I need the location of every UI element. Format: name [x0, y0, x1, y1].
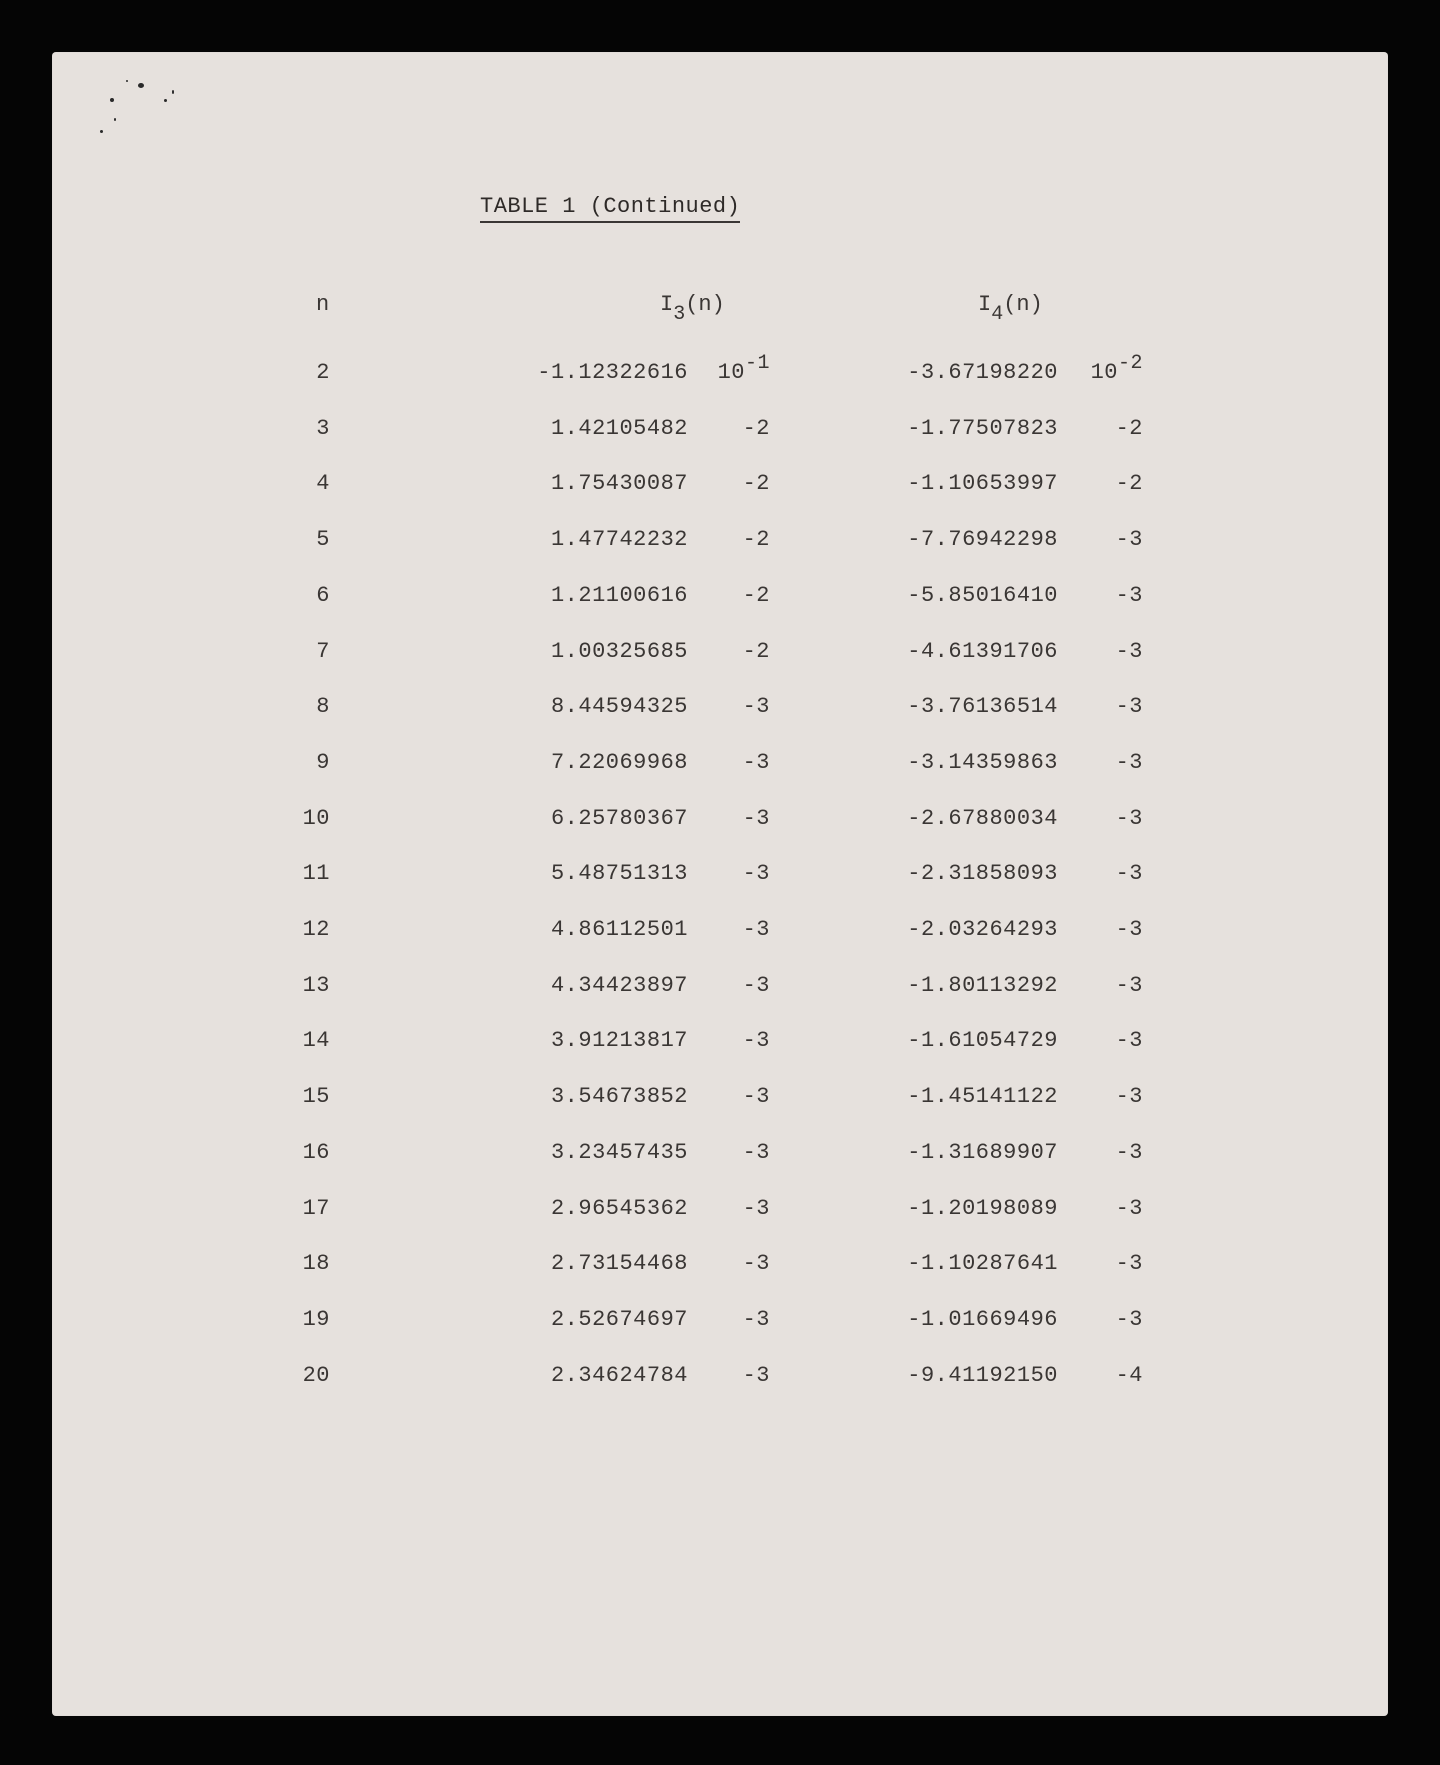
i3-mantissa: 4.86112501: [550, 917, 688, 942]
i3-exponent: -3: [742, 861, 770, 887]
table-row: [52, 694, 1388, 750]
i3-exponent: -3: [742, 1362, 770, 1388]
n-value: 6: [316, 582, 330, 608]
i3-exponent: -3: [742, 1028, 770, 1054]
n-value: 18: [302, 1251, 330, 1277]
n-value: 13: [302, 972, 330, 998]
n-value: 8: [316, 694, 330, 720]
i3-mantissa: 1.47742232: [550, 527, 688, 553]
i3-mantissa: 3.54673852: [550, 1084, 688, 1110]
i3-exponent: -2: [742, 638, 770, 664]
i3-mantissa: -1.12322616: [537, 360, 688, 385]
table-row: [52, 917, 1388, 973]
i3-exponent: -2: [742, 471, 770, 497]
i4-exponent: -3: [1115, 861, 1143, 887]
table-row: [52, 583, 1388, 639]
i4-exponent: -4: [1115, 1362, 1143, 1388]
n-value: 19: [302, 1306, 330, 1332]
i3-mantissa: 5.48751313: [550, 861, 688, 887]
n-value: 5: [316, 527, 330, 553]
i3-exponent: -3: [742, 1084, 770, 1110]
i4-mantissa: -9.41192150: [907, 1362, 1058, 1388]
i4-mantissa: -1.20198089: [907, 1195, 1058, 1221]
i4-mantissa: -3.76136514: [907, 694, 1058, 720]
i3-mantissa: 4.34423897: [550, 972, 688, 998]
i4-exponent: -3: [1115, 805, 1143, 831]
n-value: 17: [302, 1195, 330, 1221]
i4-exponent: -3: [1115, 1251, 1143, 1277]
i3-mantissa: 1.21100616: [550, 582, 688, 608]
header-i4-arg: (n): [1003, 292, 1043, 317]
i4-mantissa: -1.10653997: [907, 471, 1058, 497]
exponent-power: -2: [1117, 352, 1143, 375]
i3-mantissa: 2.34624784: [550, 1362, 688, 1388]
header-i3-arg: (n): [685, 292, 725, 317]
n-value: 7: [316, 638, 330, 664]
table-row: [52, 1084, 1388, 1140]
i3-exponent: -3: [742, 972, 770, 998]
table-row: [52, 352, 1388, 416]
i4-mantissa: -1.80113292: [907, 972, 1058, 998]
i4-mantissa: -1.31689907: [907, 1139, 1058, 1165]
i4-exponent: [1072, 352, 1143, 387]
i3-mantissa: 2.96545362: [550, 1195, 688, 1221]
i3-exponent: -3: [742, 1195, 770, 1221]
n-value: 3: [316, 415, 330, 441]
table-title: TABLE 1 (Continued): [480, 194, 740, 223]
i4-mantissa: -1.01669496: [907, 1306, 1058, 1332]
i4-mantissa: -2.31858093: [907, 861, 1058, 887]
i3-mantissa: 7.22069968: [550, 749, 688, 775]
n-value: 10: [302, 805, 330, 831]
table-row: [52, 861, 1388, 917]
i4-exponent: -3: [1115, 749, 1143, 775]
table-row: [52, 527, 1388, 583]
i4-exponent: -3: [1115, 1028, 1143, 1054]
exponent-power: -1: [744, 352, 770, 375]
i3-exponent: -3: [742, 1251, 770, 1277]
i4-exponent: -3: [1115, 917, 1143, 942]
header-i3-base: I: [660, 292, 674, 317]
i4-mantissa: -5.85016410: [907, 582, 1058, 608]
i4-mantissa: -1.77507823: [907, 415, 1058, 441]
header-i3: [660, 292, 725, 326]
table-row: [52, 1140, 1388, 1196]
n-value: 4: [316, 471, 330, 497]
i4-exponent: -3: [1115, 1195, 1143, 1221]
i3-exponent: -3: [742, 694, 770, 720]
i4-exponent: -3: [1115, 1084, 1143, 1110]
header-n: n: [316, 292, 330, 317]
exponent-base: 10: [717, 360, 745, 385]
table-row: [52, 471, 1388, 527]
i4-exponent: -3: [1115, 1306, 1143, 1332]
n-value: 11: [302, 861, 330, 887]
i4-mantissa: -4.61391706: [907, 638, 1058, 664]
i4-mantissa: -3.67198220: [907, 360, 1058, 385]
i4-exponent: -3: [1115, 1139, 1143, 1165]
i3-mantissa: 2.52674697: [550, 1306, 688, 1332]
n-value: 2: [316, 360, 330, 385]
table-row: [52, 1307, 1388, 1363]
i4-mantissa: -1.10287641: [907, 1251, 1058, 1277]
i4-mantissa: -3.14359863: [907, 749, 1058, 775]
i3-exponent: -3: [742, 917, 770, 942]
i3-mantissa: 2.73154468: [550, 1251, 688, 1277]
i3-exponent: -3: [742, 805, 770, 831]
n-value: 20: [302, 1362, 330, 1388]
n-value: 9: [316, 749, 330, 775]
i3-mantissa: 1.75430087: [550, 471, 688, 497]
i4-mantissa: -1.45141122: [907, 1084, 1058, 1110]
header-i4-subscript: 4: [991, 303, 1004, 326]
table-row: [52, 1251, 1388, 1307]
table-row: [52, 1028, 1388, 1084]
i3-exponent: -2: [742, 582, 770, 608]
table-row: [52, 639, 1388, 695]
i3-exponent: -3: [742, 749, 770, 775]
n-value: 12: [302, 917, 330, 942]
i4-exponent: -3: [1115, 694, 1143, 720]
i3-mantissa: 1.00325685: [550, 638, 688, 664]
n-value: 15: [302, 1084, 330, 1110]
i4-exponent: -3: [1115, 972, 1143, 998]
i3-mantissa: 6.25780367: [550, 805, 688, 831]
i4-exponent: -2: [1115, 471, 1143, 497]
table-row: [52, 750, 1388, 806]
i4-mantissa: -2.03264293: [907, 917, 1058, 942]
i4-mantissa: -1.61054729: [907, 1028, 1058, 1054]
i3-exponent: -2: [742, 415, 770, 441]
header-i3-subscript: 3: [673, 303, 686, 326]
i4-exponent: -2: [1115, 415, 1143, 441]
n-value: 16: [302, 1139, 330, 1165]
exponent-base: 10: [1090, 360, 1118, 385]
table-row: [52, 806, 1388, 862]
i3-mantissa: 8.44594325: [550, 694, 688, 720]
i4-exponent: -3: [1115, 638, 1143, 664]
paper-blemishes: [92, 74, 202, 144]
i3-exponent: -3: [742, 1306, 770, 1332]
i4-exponent: -3: [1115, 582, 1143, 608]
i3-exponent: -3: [742, 1139, 770, 1165]
table-row: [52, 973, 1388, 1029]
paper-page: [52, 52, 1388, 1716]
i4-exponent: -3: [1115, 527, 1143, 553]
table-row: [52, 416, 1388, 472]
i4-mantissa: -7.76942298: [907, 527, 1058, 553]
n-value: 14: [302, 1028, 330, 1054]
i3-exponent: -2: [742, 527, 770, 553]
i3-mantissa: 3.23457435: [550, 1139, 688, 1165]
i4-mantissa: -2.67880034: [907, 805, 1058, 831]
i3-exponent: [702, 352, 770, 387]
header-i4: [978, 292, 1043, 326]
header-i4-base: I: [978, 292, 992, 317]
table-row: [52, 1196, 1388, 1252]
i3-mantissa: 1.42105482: [550, 415, 688, 441]
table-row: [52, 1363, 1388, 1419]
i3-mantissa: 3.91213817: [550, 1028, 688, 1054]
